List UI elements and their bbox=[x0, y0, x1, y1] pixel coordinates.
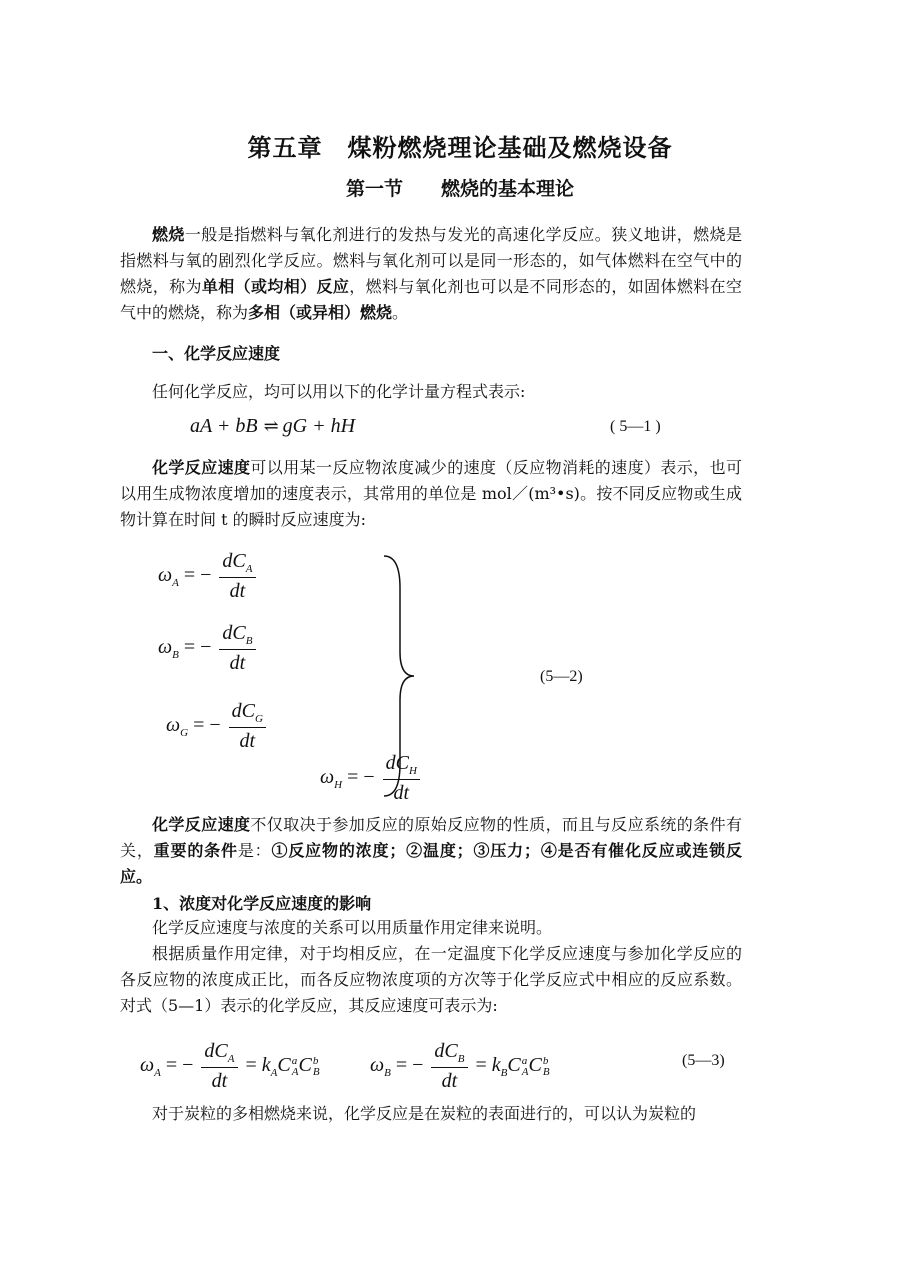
paragraph-combustion-definition bbox=[120, 222, 742, 326]
section-title: 第一节 燃烧的基本理论 bbox=[345, 178, 574, 200]
operator: = − bbox=[193, 714, 221, 737]
subscript: A bbox=[227, 1053, 235, 1065]
paragraph-carbon-particle: 对于炭粒的多相燃烧来说，化学反应是在炭粒的表面进行的，可以认为炭粒的 bbox=[152, 1104, 697, 1123]
subscript: B bbox=[500, 1067, 508, 1080]
subscript: B bbox=[542, 1065, 550, 1078]
text: 一般是指燃料与氧化剂进行的发热与发光的高速化学反应。狭义地讲，燃烧是指燃料与氧的剧烈化学反应。燃料与氧化剂可以是同一形态的，如气体燃料在空气中的燃烧，称为 bbox=[120, 225, 742, 296]
concentration: C bbox=[298, 1054, 312, 1077]
paragraph-mass-action-intro: 化学反应速度与浓度的关系可以用质量作用定律来说明。 bbox=[152, 918, 553, 937]
subscript: H bbox=[408, 765, 417, 777]
eq1-rhs: gG + hH bbox=[282, 415, 356, 437]
eq1-lhs: aA + bB bbox=[190, 415, 258, 437]
equation-mass-action-A bbox=[140, 1040, 320, 1093]
numerator: dC bbox=[385, 752, 409, 774]
numerator: dC bbox=[204, 1040, 228, 1062]
subscript: A bbox=[154, 1067, 161, 1080]
conditions-list: ①反应物的浓度；②温度；③压力；④是否有催化反应或连锁反应。 bbox=[120, 841, 742, 886]
subscript: G bbox=[180, 727, 189, 740]
omega-symbol: ω bbox=[140, 1054, 155, 1077]
subscript: B bbox=[312, 1065, 320, 1078]
paragraph-reaction-rate-definition bbox=[120, 455, 742, 533]
omega-symbol: ω bbox=[158, 564, 173, 587]
equation-rate-B bbox=[158, 622, 259, 675]
heading-concentration-effect: 1、浓度对化学反应速度的影响 bbox=[152, 894, 372, 913]
chapter-title: 第五章 煤粉燃烧理论基础及燃烧设备 bbox=[247, 133, 673, 162]
subscript: B bbox=[245, 635, 253, 647]
fraction bbox=[201, 1040, 237, 1093]
denominator: dt bbox=[239, 730, 256, 752]
subscript: B bbox=[384, 1067, 391, 1080]
text: 。 bbox=[392, 303, 409, 322]
text: 是： bbox=[237, 841, 272, 860]
sup-sub bbox=[543, 1056, 550, 1078]
paragraph-stoichiometric-intro: 任何化学反应，均可以用以下的化学计量方程式表示: bbox=[152, 382, 526, 401]
omega-symbol: ω bbox=[320, 766, 335, 789]
rate-constant: k bbox=[491, 1054, 501, 1077]
text: 可以用某一反应物浓度减少的速度（反应物消耗的速度）表示，也可以用生成物浓度增加的速度表示，其常用的单位是 mol／(m³•s)。按不同反应物或生成物计算在时间 t 的瞬时反应速度为: bbox=[120, 458, 742, 529]
subscript: A bbox=[245, 563, 253, 575]
term-reaction-rate: 化学反应速度 bbox=[152, 815, 251, 834]
rate-constant: k bbox=[261, 1054, 271, 1077]
text: 不仅取决于参加反应的原始反应物的性质，而且与反应系统的条件有关， bbox=[120, 815, 742, 860]
omega-symbol: ω bbox=[158, 636, 173, 659]
concentration: C bbox=[277, 1054, 291, 1077]
term-important-conditions: 重要的条件 bbox=[153, 841, 238, 860]
fraction bbox=[229, 700, 266, 753]
operator: = bbox=[475, 1054, 487, 1077]
numerator: dC bbox=[434, 1040, 458, 1062]
operator: = − bbox=[165, 1054, 194, 1077]
numerator: dC bbox=[222, 550, 246, 572]
subscript: A bbox=[291, 1065, 299, 1078]
denominator: dt bbox=[211, 1070, 228, 1092]
concentration: C bbox=[528, 1054, 542, 1077]
subscript: A bbox=[521, 1065, 529, 1078]
superscript: b bbox=[542, 1054, 549, 1067]
term-multi-phase: 多相（或异相）燃烧 bbox=[248, 303, 393, 322]
operator: = − bbox=[395, 1054, 424, 1077]
subscript: B bbox=[172, 649, 179, 662]
omega-symbol: ω bbox=[370, 1054, 385, 1077]
superscript: a bbox=[521, 1054, 528, 1067]
operator: = − bbox=[183, 564, 212, 587]
sup-sub bbox=[313, 1056, 320, 1078]
omega-symbol: ω bbox=[166, 714, 181, 737]
term-single-phase: 单相（或均相）反应 bbox=[201, 277, 350, 296]
operator: = − bbox=[347, 766, 375, 789]
equation-number-5-2: (5—2) bbox=[540, 668, 583, 685]
equation-number-5-1: ( 5—1 ) bbox=[610, 418, 661, 435]
fraction bbox=[431, 1040, 467, 1093]
numerator: dC bbox=[231, 700, 255, 722]
numerator: dC bbox=[222, 622, 246, 644]
equation-mass-action-B bbox=[370, 1040, 550, 1093]
equation-number-5-3: (5—3) bbox=[682, 1052, 725, 1069]
subscript: H bbox=[334, 779, 343, 792]
subscript: G bbox=[254, 713, 263, 725]
subscript: A bbox=[270, 1067, 278, 1080]
concentration: C bbox=[507, 1054, 521, 1077]
denominator: dt bbox=[229, 652, 246, 674]
denominator: dt bbox=[229, 580, 246, 602]
equation-rate-A bbox=[158, 550, 259, 603]
fraction bbox=[219, 550, 255, 603]
equilibrium-arrow-icon: ⇌ bbox=[263, 416, 277, 436]
term-reaction-rate: 化学反应速度 bbox=[152, 458, 251, 477]
operator: = bbox=[245, 1054, 257, 1077]
text: ，燃料与氧化剂也可以是不同形态的，如固体燃料在空气中的燃烧，称为 bbox=[120, 277, 742, 322]
superscript: a bbox=[291, 1054, 298, 1067]
subscript: B bbox=[457, 1053, 465, 1065]
subscript: A bbox=[172, 577, 179, 590]
fraction bbox=[219, 622, 255, 675]
paragraph-mass-action-law: 根据质量作用定律，对于均相反应，在一定温度下化学反应速度与参加化学反应的各反应物的浓度成正比，而各反应物浓度项的方次等于化学反应式中相应的反应系数。对式（5—1）表示的化学反应，其反应速度可表示为: bbox=[120, 944, 742, 1015]
term-combustion: 燃烧 bbox=[152, 225, 185, 244]
denominator: dt bbox=[441, 1070, 458, 1092]
superscript: b bbox=[312, 1054, 319, 1067]
equation-5-1 bbox=[190, 415, 355, 438]
paragraph-rate-factors bbox=[120, 812, 742, 890]
denominator: dt bbox=[393, 782, 410, 804]
right-brace-icon bbox=[380, 548, 420, 804]
heading-reaction-rate: 一、化学反应速度 bbox=[152, 344, 281, 363]
operator: = − bbox=[183, 636, 212, 659]
equation-rate-G bbox=[166, 700, 269, 753]
